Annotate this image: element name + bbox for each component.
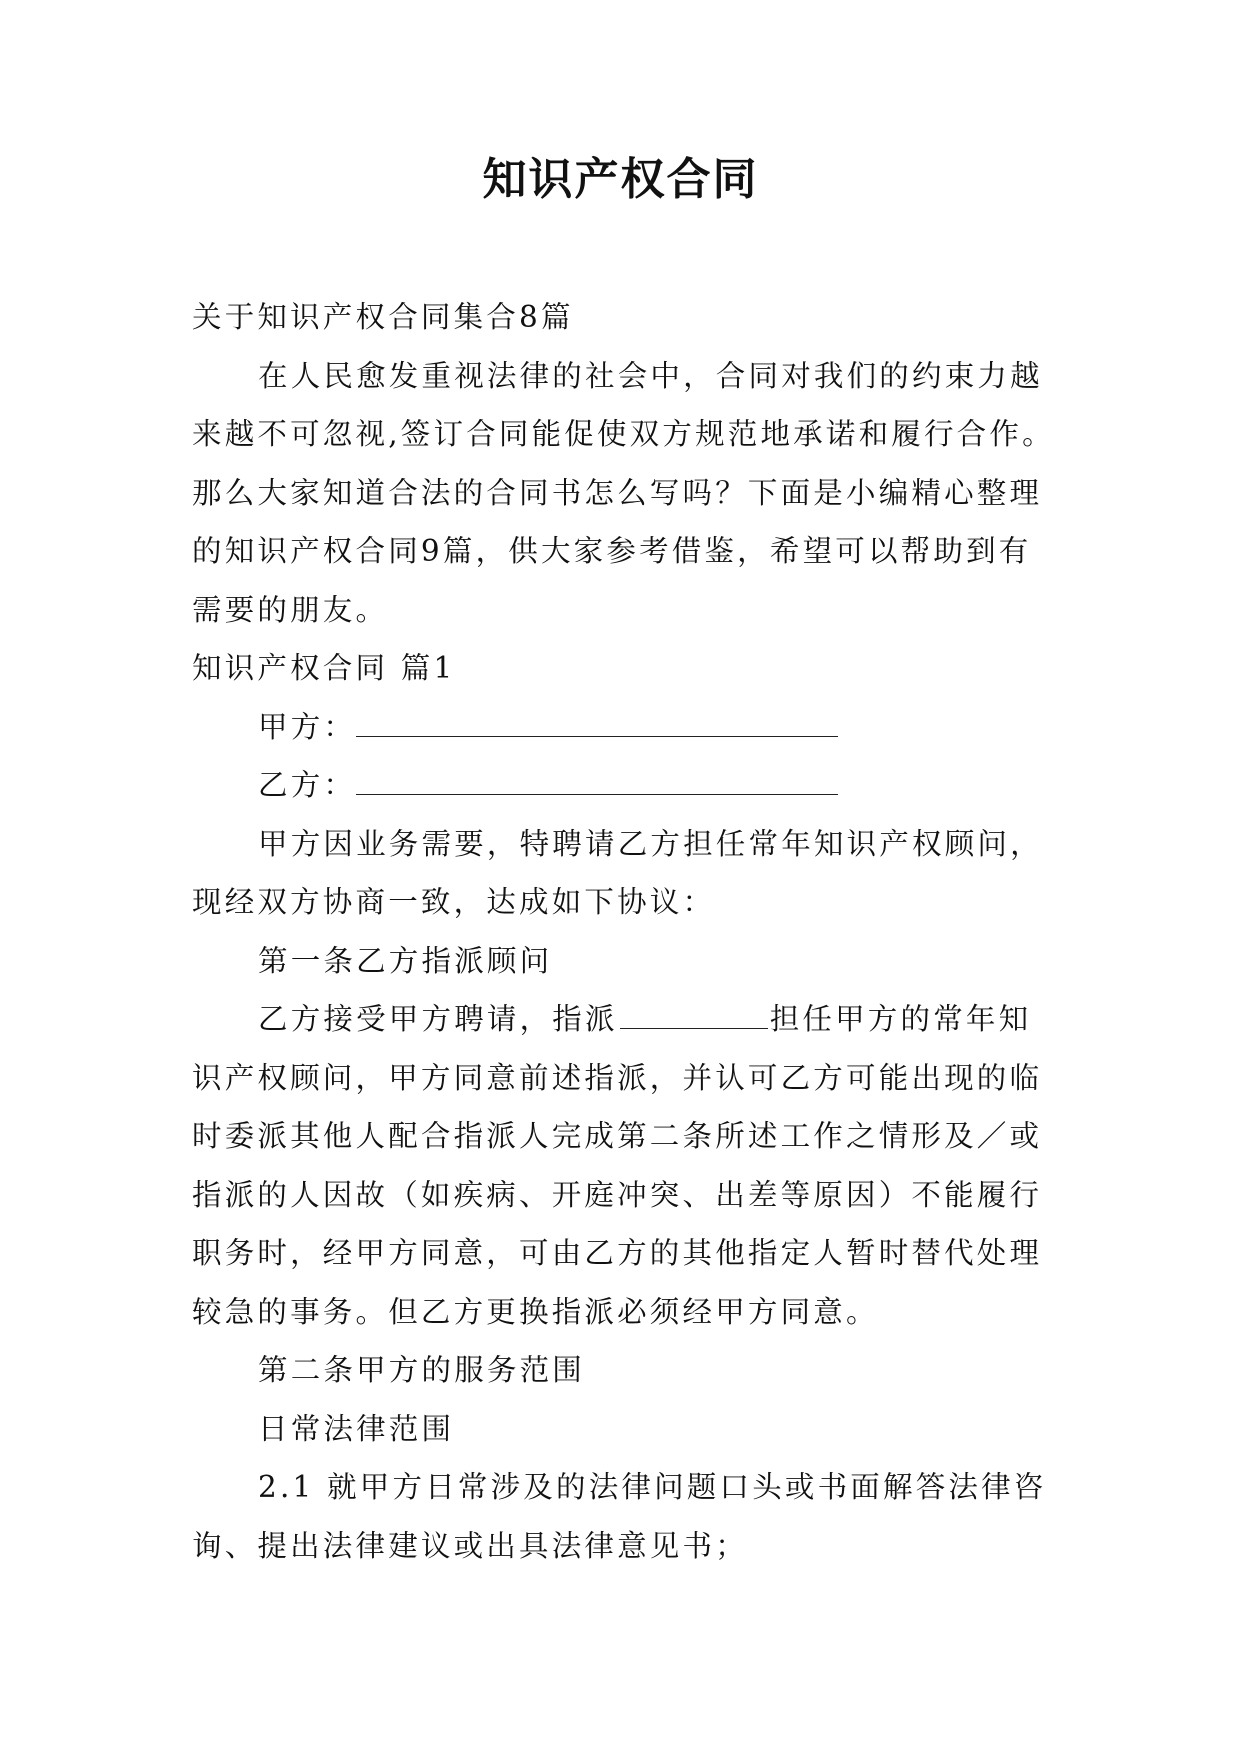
party-a-line xyxy=(192,698,1062,757)
party-b-label: 乙方： xyxy=(258,768,357,802)
article1-text-after: 担任甲方的常年知识产权顾问，甲方同意前述指派，并认可乙方可能出现的临时委派其他人配合指派人完成第二条所述工作之情形及／或指派的人因故（如疾病、开庭冲突、出差等原因）不能履行职务时，经甲方同意，可由乙方的其他指定人暂时替代处理较急的事务。但乙方更换指派必须经甲方同意。 xyxy=(192,1002,1043,1329)
party-a-blank xyxy=(356,735,838,737)
article1-paragraph xyxy=(192,990,1062,1341)
article1-title: 第一条乙方指派顾问 xyxy=(258,943,553,978)
article2-title: 第二条甲方的服务范围 xyxy=(258,1353,586,1387)
intro-paragraph: 在人民愈发重视法律的社会中，合同对我们的约束力越来越不可忽视,签订合同能促使双方规范地承诺和履行合作。那么大家知道合法的合同书怎么写吗？下面是小编精心整理的知识产权合同9篇，供大家参考借鉴，希望可以帮助到有需要的朋友。 xyxy=(192,358,1055,627)
party-b-line xyxy=(192,756,1062,815)
section-heading: 知识产权合同 篇1 xyxy=(192,651,456,685)
party-b-blank xyxy=(356,793,838,795)
article1-text-before: 乙方接受甲方聘请，指派 xyxy=(258,1002,618,1036)
purpose-paragraph: 甲方因业务需要，特聘请乙方担任常年知识产权顾问，现经双方协商一致，达成如下协议： xyxy=(192,826,1043,919)
appointee-blank xyxy=(620,1027,768,1029)
document-subtitle: 关于知识产权合同集合8篇 xyxy=(192,300,574,334)
document-title: 知识产权合同 xyxy=(482,154,759,205)
party-a-label: 甲方： xyxy=(258,709,357,744)
clause-2-1: 2.1 就甲方日常涉及的法律问题口头或书面解答法律咨询、提出法律建议或出具法律意见书； xyxy=(192,1470,1047,1563)
document-body xyxy=(192,288,1062,1575)
daily-scope-heading: 日常法律范围 xyxy=(258,1411,455,1446)
